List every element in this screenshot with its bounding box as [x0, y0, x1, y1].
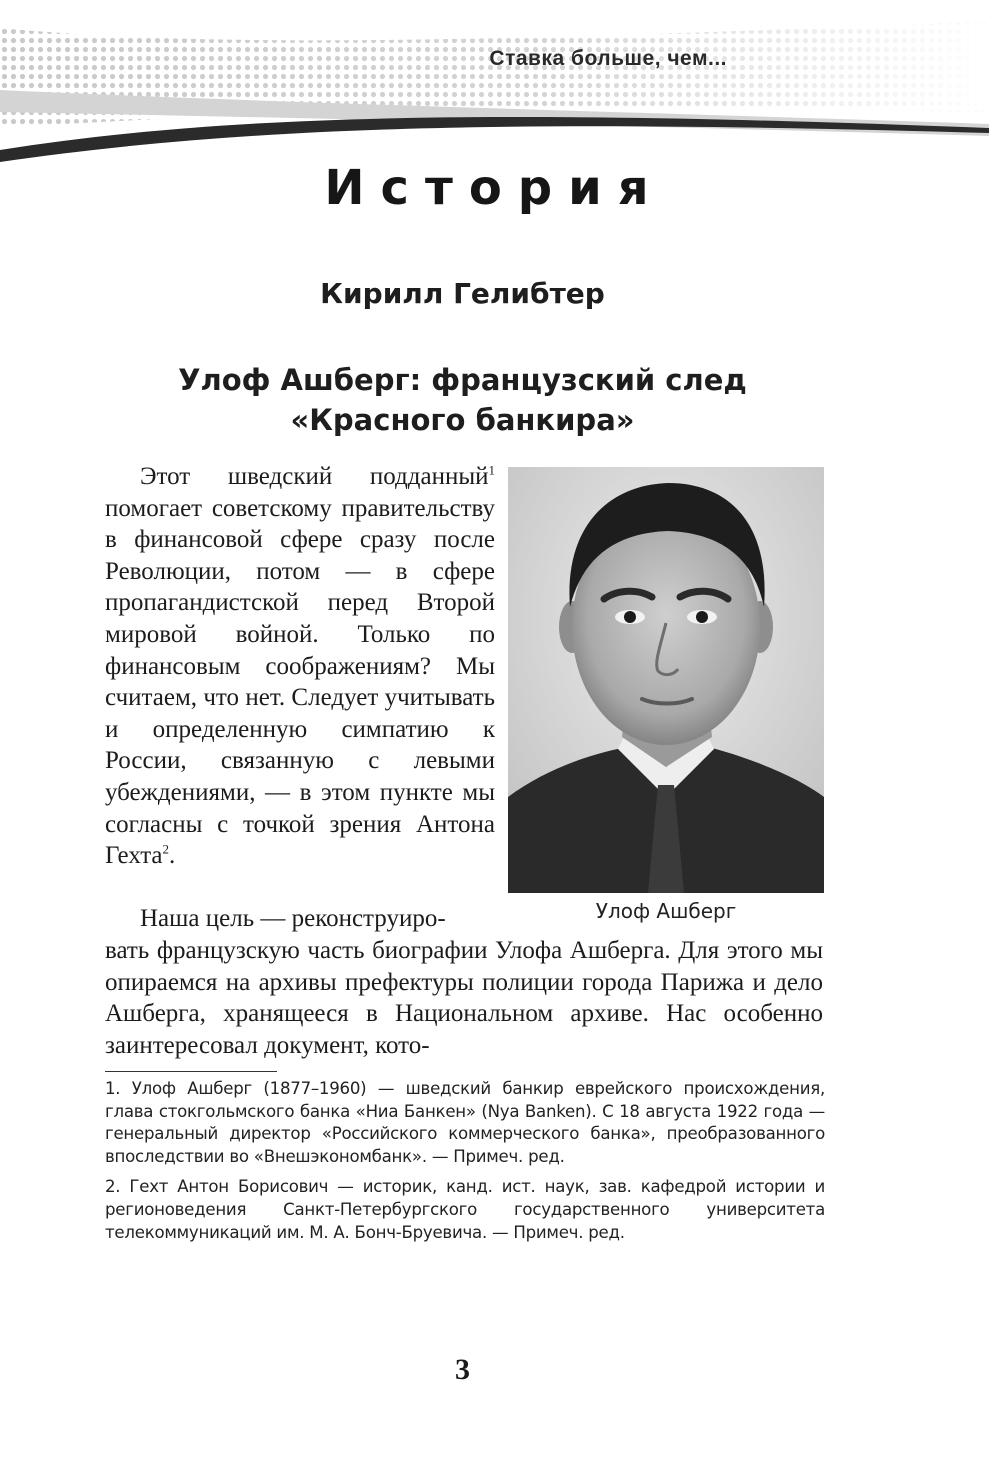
paragraph-1-end: . — [169, 842, 176, 870]
footnote-2: 2. Гехт Антон Борисович — историк, канд. ист. наук, зав. кафедрой истории и регионоведения Санкт-Петербургского государственного университета телекоммуникаций им. М. А. Бонч-Бруевича. — Примеч. ред. — [105, 1177, 825, 1242]
footnote-ref-1: 1 — [488, 462, 495, 478]
article-title-line-2: «Красного банкира» — [290, 403, 635, 437]
author-name: Кирилл Гелибтер — [320, 277, 605, 310]
running-head: Ставка больше, чем... — [489, 47, 727, 70]
footnotes — [105, 1078, 825, 1252]
footnote-ref-2: 2 — [162, 841, 170, 857]
page-number: 3 — [455, 1353, 470, 1386]
photo-caption: Улоф Ашберг — [595, 899, 737, 923]
header-band — [0, 0, 989, 170]
header-decoration — [0, 0, 989, 170]
paragraph-1-start: Этот шведский подданный — [140, 463, 489, 490]
portrait-photo — [508, 467, 824, 893]
footnote-divider — [105, 1071, 277, 1072]
paragraph-1 — [105, 461, 495, 872]
portrait-illustration — [508, 467, 824, 893]
article-title-line-1: Улоф Ашберг: французский след — [178, 363, 747, 397]
paragraph-2-continuation: вать французскую часть биографии Улофа Ашберга. Для этого мы опираемся на архивы префектуры полиции города Парижа и дело Ашберга, хранящееся в Национальном архиве. Нас особенно заинтересовал документ, кото- — [105, 937, 823, 1059]
footnote-1: 1. Улоф Ашберг (1877–1960) — шведский банкир еврейского происхождения, глава стокгольмского банка «Ниа Банкен» (Nya Banken). С 18 августа 1922 года — генеральный директор «Российского коммерческого банка», преобразованного впоследствии во «Внешэкономбанк». — Примеч. ред. — [105, 1079, 825, 1166]
section-title: История — [324, 160, 665, 216]
article-title — [0, 360, 925, 440]
paragraph-1-body: помогает советскому правительству в финансовой сфере сразу после Революции, потом — в сфере пропагандистской перед Второй мировой войной. Только по финансовым соображениям? Мы считаем, что нет. Следует учитывать и определенную симпатию к России, связанную с левыми убеждениями, — в этом пункте мы согласны с точкой зрения Антона Гехта — [105, 494, 495, 870]
paragraph-2-first-line: Наша цель — реконструиро- — [140, 905, 446, 932]
